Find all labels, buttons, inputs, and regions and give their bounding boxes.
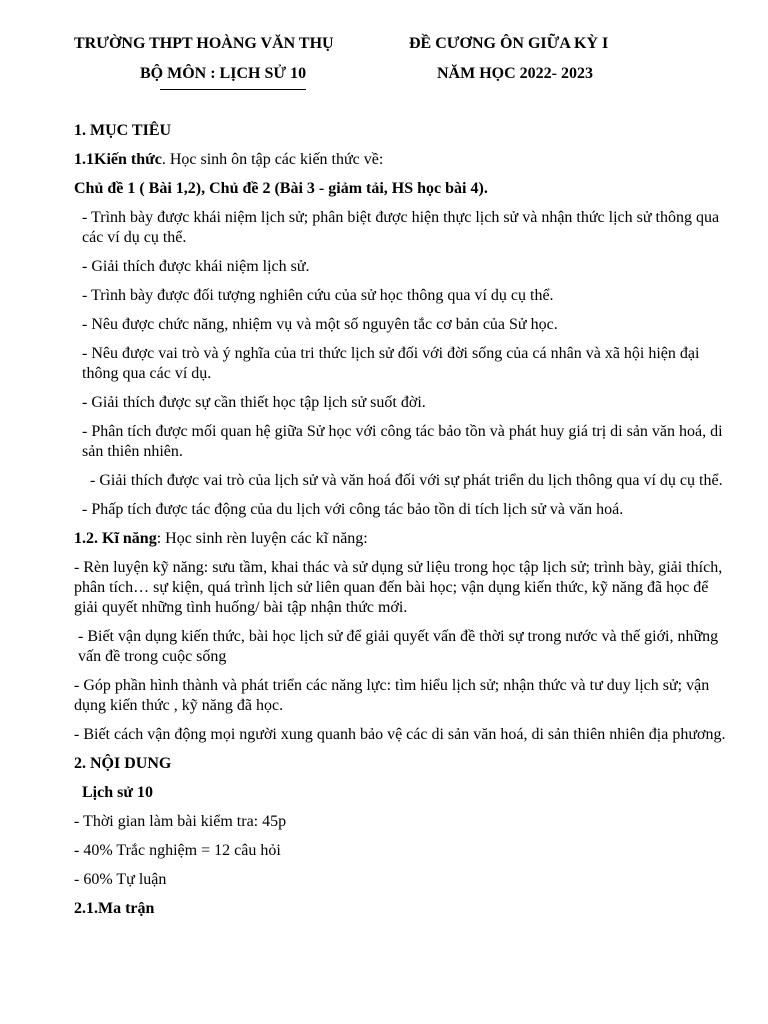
document-title: ĐỀ CƯƠNG ÔN GIỮA KỲ I — [409, 35, 609, 52]
knowledge-item: - Phân tích được mối quan hệ giữa Sử học với công tác bảo tồn và phát huy giá trị di sản văn hoá, di sản thiên nhiên. — [82, 423, 723, 460]
matrix-heading: 2.1.Ma trận — [74, 900, 155, 917]
content-item: - Thời gian làm bài kiểm tra: 45p — [74, 813, 287, 830]
skills-line — [74, 529, 734, 549]
skills-label: 1.2. Kĩ năng — [74, 530, 157, 547]
skills-item: - Góp phần hình thành và phát triển các năng lực: tìm hiểu lịch sử; nhận thức và tư duy lịch sử; vận dụng kiến thức , kỹ năng đã học. — [74, 677, 710, 714]
department-name: BỘ MÔN : LỊCH SỬ 10 — [140, 65, 307, 82]
document-body — [74, 121, 734, 928]
knowledge-num: 1.1 — [74, 151, 94, 168]
knowledge-item: - Trình bày được đối tượng nghiên cứu của sử học thông qua ví dụ cụ thể. — [82, 287, 554, 304]
skills-item: - Biết cách vận động mọi người xung quanh bảo vệ các di sản văn hoá, di sản thiên nhiên địa phương. — [74, 726, 726, 743]
knowledge-topics: Chủ đề 1 ( Bài 1,2), Chủ đề 2 (Bài 3 - giảm tải, HS học bài 4). — [74, 180, 488, 197]
content-item: - 40% Trắc nghiệm = 12 câu hỏi — [74, 842, 281, 859]
knowledge-line — [74, 150, 734, 170]
knowledge-item: - Nêu được chức năng, nhiệm vụ và một số nguyên tắc cơ bản của Sử học. — [82, 316, 558, 333]
section2-heading: 2. NỘI DUNG — [74, 755, 172, 772]
knowledge-item: - Giải thích được vai trò của lịch sử và văn hoá đối với sự phát triển du lịch thông qua ví dụ cụ thể. — [90, 472, 723, 489]
knowledge-label: Kiến thức — [94, 151, 162, 168]
skills-item: - Biết vận dụng kiến thức, bài học lịch sử để giải quyết vấn đề thời sự trong nước và thế giới, những vấn đề trong cuộc sống — [78, 628, 719, 665]
knowledge-item: - Giải thích được sự cần thiết học tập lịch sử suốt đời. — [82, 394, 426, 411]
section1-heading: 1. MỤC TIÊU — [74, 122, 172, 139]
content-item: - 60% Tự luận — [74, 871, 167, 888]
header-underline — [160, 89, 306, 90]
school-year: NĂM HỌC 2022- 2023 — [437, 65, 593, 82]
knowledge-item: - Nêu được vai trò và ý nghĩa của tri thức lịch sử đối với đời sống của cá nhân và xã hội hiện đại thông qua các ví dụ. — [82, 345, 700, 382]
knowledge-item: - Trình bày được khái niệm lịch sử; phân biệt được hiện thực lịch sử và nhận thức lịch sử thông qua các ví dụ cụ thể. — [82, 209, 720, 246]
knowledge-item: - Giải thích được khái niệm lịch sử. — [82, 258, 310, 275]
knowledge-intro: . Học sinh ôn tập các kiến thức về: — [161, 151, 384, 168]
knowledge-item: - Phấp tích được tác động của du lịch với công tác bảo tồn di tích lịch sử và văn hoá. — [82, 501, 624, 518]
skills-item: - Rèn luyện kỹ năng: sưu tầm, khai thác và sử dụng sử liệu trong học tập lịch sử; trình bày, giải thích, phân tích… sự kiện, quá trình lịch sử liên quan đến bài học; vận dụng kiến thức, kỹ năng đã học để giải quyết những tình huống/ bài tập nhận thức mới. — [74, 559, 723, 616]
subject-heading: Lịch sử 10 — [82, 784, 153, 801]
school-name: TRƯỜNG THPT HOÀNG VĂN THỤ — [74, 35, 334, 52]
skills-intro: : Học sinh rèn luyện các kĩ năng: — [156, 530, 368, 547]
